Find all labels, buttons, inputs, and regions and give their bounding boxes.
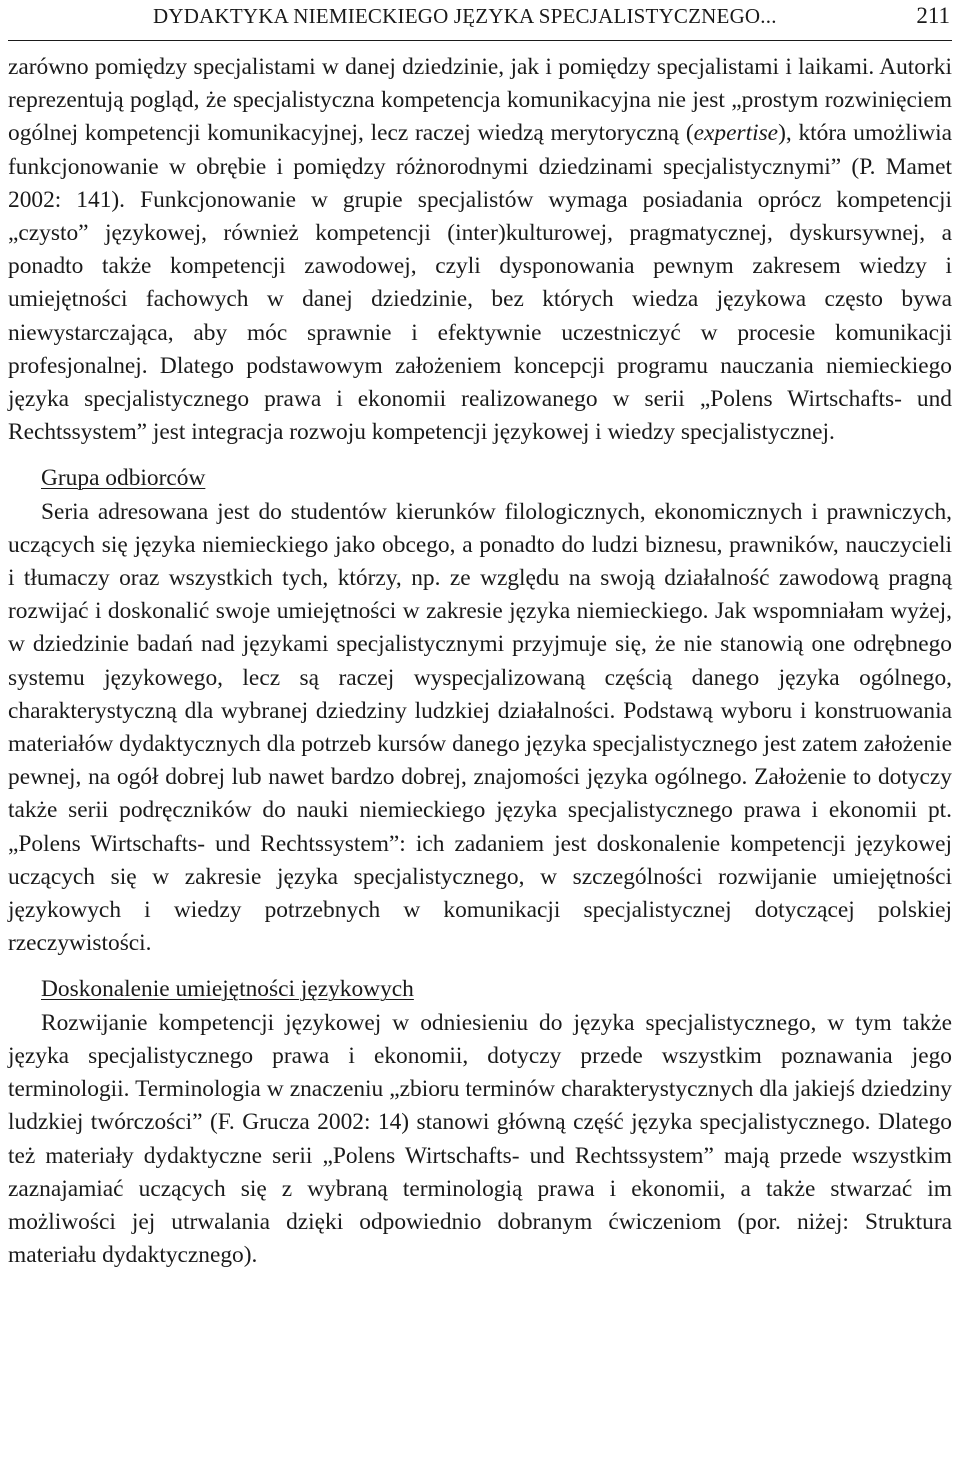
body-text [8, 51, 952, 1272]
intro-paragraph [8, 51, 952, 449]
intro-text-part-2: ), która umożliwia funkcjonowanie w obrębie i pomiędzy różnorodnymi dziedzinami specjalistycznymi” (P. Mamet 2002: 141). Funkcjonowanie w grupie specjalistów wymaga posiadania oprócz kompetencji „czysto” językowej, również kompetencji (inter)kulturowej, pragmatycznej, dyskursywnej, a ponadto także kompetencji zawodowej, czyli dysponowania pewnym zakresem wiedzy i umiejętności fachowych w danej dziedzinie, bez których wiedza językowa często bywa niewystarczająca, aby móc sprawnie i efektywnie uczestniczyć w procesie komunikacji profesjonalnej. Dlatego podstawowym założeniem koncepcji programu nauczania niemieckiego języka specjalistycznego prawa i ekonomii realizowanego w serii „Polens Wirtschafts- und Rechtssystem” jest integracja rozwoju kompetencji językowej i wiedzy specjalistycznej. [8, 120, 952, 446]
running-header-title: DYDAKTYKA NIEMIECKIEGO JĘZYKA SPECJALISTYCZNEGO... [153, 4, 777, 28]
running-header [8, 0, 952, 41]
page-number: 211 [916, 3, 950, 28]
section-language-skills [8, 973, 952, 1272]
intro-emphasis-term: expertise [693, 120, 779, 147]
document-page [8, 0, 952, 1483]
section-heading-language-skills: Doskonalenie umiejętności językowych [41, 976, 414, 1003]
section-paragraph-audience: Seria adresowana jest do studentów kierunków filologicznych, ekonomicznych i prawniczych, uczących się języka niemieckiego jako obcego, a ponadto do ludzi biznesu, prawników, nauczycieli i tłumaczy oraz wszystkich tych, którzy, np. ze względu na swoją działalność zawodową pragną rozwijać i doskonalić swoje umiejętności w zakresie języka niemieckiego. Jak wspomniałam wyżej, w dziedzinie badań nad językami specjalistycznymi przyjmuje się, że nie stanowią one odrębnego systemu językowego, lecz są raczej wyspecjalizowaną częścią danego języka ogólnego, charakterystyczną dla wybranej dziedziny ludzkiej działalności. Podstawą wyboru i konstruowania materiałów dydaktycznych dla potrzeb kursów danego języka specjalistycznego jest zatem założenie pewnej, na ogół dobrej lub nawet bardzo dobrej, znajomości języka ogólnego. Założenie to dotyczy także serii podręczników do nauki niemieckiego języka specjalistycznego prawa i ekonomii pt. „Polens Wirtschafts- und Rechtssystem”: ich zadaniem jest doskonalenie kompetencji językowej uczących się w zakresie języka specjalistycznego, w szczególności rozwijanie umiejętności językowych i wiedzy potrzebnych w komunikacji specjalistycznej dotyczącej polskiej rzeczywistości. [8, 498, 952, 957]
section-audience [8, 462, 952, 960]
intro-text-part-1: zarówno pomiędzy specjalistami w danej dziedzinie, jak i pomiędzy specjalistami i laikami. Autorki reprezentują pogląd, że specjalistyczna kompetencja komunikacyjna nie jest „prostym rozwinięciem ogólnej kompetencji komunikacyjnej, lecz raczej wiedzą merytoryczną ( [8, 54, 952, 147]
section-paragraph-language-skills: Rozwijanie kompetencji językowej w odniesieniu do języka specjalistycznego, w tym także języka specjalistycznego prawa i ekonomii, dotyczy przede wszystkim poznawania jego terminologii. Terminologia w znaczeniu „zbioru terminów charakterystycznych dla jakiejś dziedziny ludzkiej twórczości” (F. Grucza 2002: 14) stanowi główną część języka specjalistycznego. Dlatego też materiały dydaktyczne serii „Polens Wirtschafts- und Rechtssystem” mają przede wszystkim zaznajamiać uczących się z wybraną terminologią prawa i ekonomii, a także stwarzać im możliwości jej utrwalania dzięki odpowiednio dobranym ćwiczeniom (por. niżej: Struktura materiału dydaktycznego). [8, 1009, 952, 1269]
section-heading-audience: Grupa odbiorców [41, 465, 206, 492]
